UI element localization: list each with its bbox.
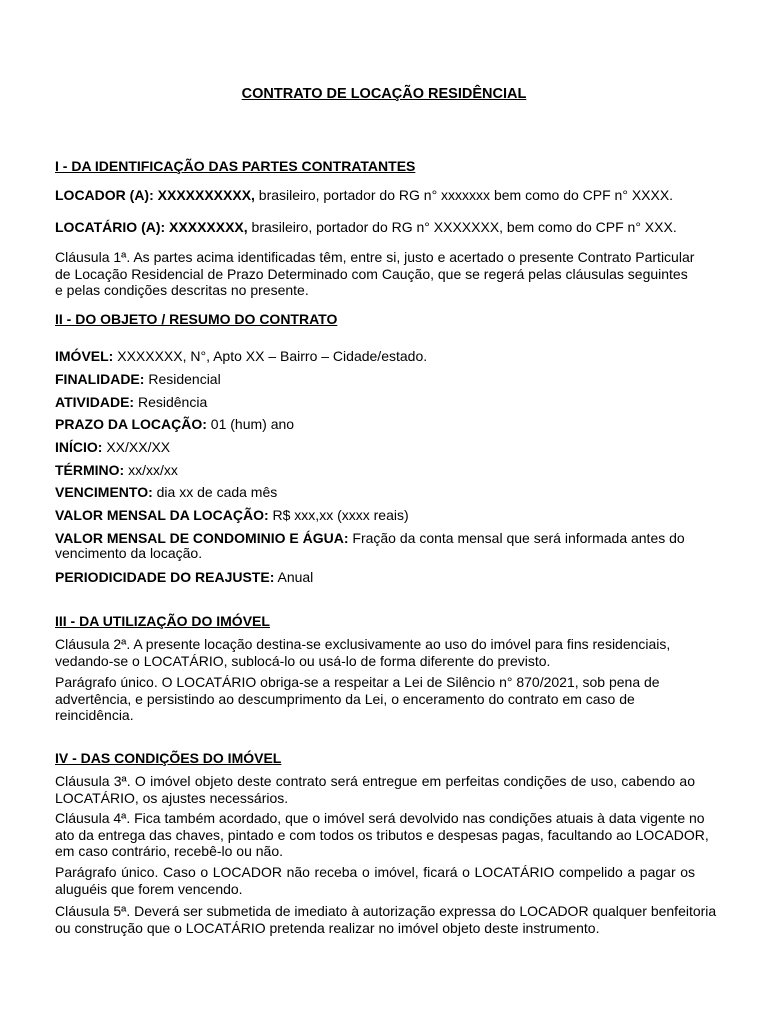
locatario-text: brasileiro, portador do RG n° XXXXXXX, bem como do CPF n° XXX.: [247, 219, 677, 235]
vencimento-value: dia xx de cada mês: [152, 484, 278, 500]
paragrafo-line: advertência, e persistindo ao descumprimento da Lei, o enceramento do contrato em caso de: [55, 690, 635, 707]
section-3-heading: III - DA UTILIZAÇÃO DO IMÓVEL: [55, 613, 270, 629]
termino-label: TÉRMINO:: [55, 462, 125, 478]
clausula-5-line: Cláusula 5ª. Deverá ser submetida de imediato à autorização expressa do LOCADOR qualquer benfeitoria: [55, 903, 717, 919]
locatario-label: LOCATÁRIO (A): XXXXXXXX,: [55, 219, 248, 235]
finalidade-line: [55, 371, 695, 388]
clausula-4: [55, 810, 709, 860]
condominio-label: VALOR MENSAL DE CONDOMINIO E ÁGUA:: [55, 530, 349, 546]
clausula-4-line: em caso contrário, recebê-lo ou não.: [55, 843, 284, 859]
clausula-2: [55, 636, 695, 669]
clausula-1-line: de Locação Residencial de Prazo Determinado com Caução, que se regerá pelas cláusulas seguintes: [55, 265, 688, 282]
paragrafo-line: Parágrafo único. Caso o LOCADOR não receba o imóvel, ficará o LOCATÁRIO compelido a pagar os: [55, 864, 695, 880]
clausula-3-line: Cláusula 3ª. O imóvel objeto deste contrato será entregue em perfeitas condições de uso, cabendo ao: [55, 773, 695, 789]
atividade-line: [55, 394, 695, 411]
clausula-1-line: Cláusula 1ª. As partes acima identificadas têm, entre si, justo e acertado o presente Contrato Particular: [55, 249, 695, 265]
paragrafo-unico-3: [55, 674, 695, 724]
clausula-1-line: e pelas condições descritas no presente.: [55, 282, 309, 298]
paragrafo-line: Parágrafo único. O LOCATÁRIO obriga-se a respeitar a Lei de Silêncio n° 870/2021, sob pena de: [55, 674, 660, 690]
paragrafo-unico-4: [55, 864, 695, 897]
clausula-5: [55, 903, 717, 936]
atividade-value: Residência: [134, 394, 208, 410]
finalidade-label: FINALIDADE:: [55, 371, 145, 387]
paragrafo-line: reincidência.: [55, 707, 134, 723]
document-title: CONTRATO DE LOCAÇÃO RESIDÊNCIAL: [241, 86, 527, 102]
valor-value: R$ xxx,xx (xxxx reais): [268, 507, 409, 523]
clausula-1: [55, 249, 695, 299]
section-1-heading: I - DA IDENTIFICAÇÃO DAS PARTES CONTRATANTES: [55, 158, 416, 174]
clausula-3-line: LOCATÁRIO, os ajustes necessários.: [55, 789, 289, 806]
valor-line: [55, 507, 695, 524]
section-2-heading: II - DO OBJETO / RESUMO DO CONTRATO: [55, 311, 338, 327]
clausula-4-line: ato da entrega das chaves, pintado e com todos os tributos e despesas pagas, facultando ao LOCADOR,: [55, 826, 709, 843]
condominio-value: Fração da conta mensal que será informada antes do: [348, 530, 685, 546]
clausula-3: [55, 773, 695, 806]
inicio-line: [55, 439, 695, 456]
condominio-value-2: vencimento da locação.: [55, 545, 203, 561]
clausula-2-line: vedando-se o LOCATÁRIO, sublocá-lo ou usá-lo de forma diferente do previsto.: [55, 652, 551, 669]
atividade-label: ATIVIDADE:: [55, 394, 135, 410]
reajuste-value: Anual: [274, 569, 314, 585]
locatario-line: [55, 219, 695, 236]
clausula-5-line: ou construção que o LOCATÁRIO pretenda realizar no imóvel objeto deste instrumento.: [55, 919, 600, 936]
condominio-line-2: [55, 545, 695, 562]
clausula-4-line: Cláusula 4ª. Fica também acordado, que o imóvel será devolvido nas condições atuais à data vigente no: [55, 810, 705, 826]
imovel-value: XXXXXXX, N°, Apto XX – Bairro – Cidade/estado.: [113, 348, 428, 364]
finalidade-value: Residencial: [144, 371, 221, 387]
vencimento-line: [55, 484, 695, 501]
termino-value: xx/xx/xx: [124, 462, 178, 478]
prazo-label: PRAZO DA LOCAÇÃO:: [55, 416, 207, 432]
locador-label: LOCADOR (A): XXXXXXXXXX,: [55, 187, 255, 203]
prazo-line: [55, 416, 695, 433]
prazo-value: 01 (hum) ano: [206, 416, 295, 432]
inicio-label: INÍCIO:: [55, 439, 103, 455]
locador-line: [55, 187, 695, 204]
clausula-2-line: Cláusula 2ª. A presente locação destina-se exclusivamente ao uso do imóvel para fins residenciais,: [55, 636, 671, 652]
section-4-heading: IV - DAS CONDIÇÕES DO IMÓVEL: [55, 750, 282, 766]
reajuste-line: [55, 569, 695, 586]
reajuste-label: PERIODICIDADE DO REAJUSTE:: [55, 569, 275, 585]
paragrafo-line: aluguéis que forem vencendo.: [55, 880, 243, 897]
valor-label: VALOR MENSAL DA LOCAÇÃO:: [55, 507, 269, 523]
inicio-value: XX/XX/XX: [102, 439, 171, 455]
imovel-line: [55, 348, 695, 365]
termino-line: [55, 462, 695, 479]
imovel-label: IMÓVEL:: [55, 348, 114, 364]
vencimento-label: VENCIMENTO:: [55, 484, 153, 500]
locador-text: brasileiro, portador do RG n° xxxxxxx bem como do CPF n° XXXX.: [254, 187, 674, 203]
